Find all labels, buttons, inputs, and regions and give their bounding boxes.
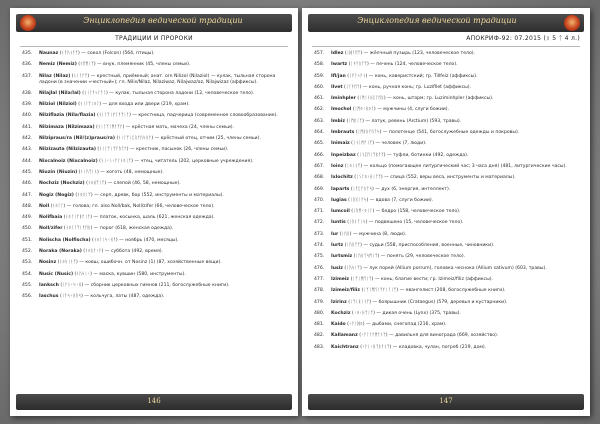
entry-definition: (ᛁᛗᛁᚾᚺᛈᛚᛖᚱ) — конь, шторм; гр. Luziminhpler (аффиксы). (355, 96, 494, 102)
dictionary-entry (314, 288, 578, 294)
entry-headword: Ianksch (39, 282, 59, 288)
entry-text (331, 243, 578, 249)
entry-headword: Kaido (331, 322, 346, 328)
entry-text (39, 136, 286, 142)
entry-definition: (ᛁᚢᛗᚲᛟᛁᛚ) — бедро (158, человеческое тело). (349, 209, 461, 215)
right-page (302, 8, 590, 416)
entry-definition: (ᛁᛚᚹᛖᛏ) — конь, ручная конь; гр. Luzifllet (аффиксы). (342, 84, 472, 90)
entry-number: 451. (22, 237, 33, 243)
entry-definition: (ᚾᚢᛋᛁᚲ) — маска, кувшин (580, инструменты). (73, 271, 186, 277)
entry-headword: Idlez (331, 51, 344, 56)
entry-headword: Nilzipraus/ra (Nil/(z)praus/ra) (39, 136, 115, 142)
entry-text (39, 193, 286, 199)
entry-text (39, 283, 286, 289)
dictionary-entry (22, 294, 286, 300)
divider (312, 46, 580, 47)
left-page (10, 8, 298, 416)
dictionary-entry (314, 164, 578, 170)
entry-number: 483. (314, 344, 325, 350)
entry-headword: Iaparts (331, 186, 350, 192)
entry-definition: (ᛁᚨᛋᚲᚺᚢᛋ) — кольчуга, латы (487, одежда). (58, 294, 165, 300)
dictionary-entry (22, 215, 286, 221)
dictionary-entry (314, 300, 578, 306)
emblem-icon (20, 15, 36, 31)
entry-headword: Nilziol (Nilziol) (39, 102, 77, 108)
entry-number: 455. (22, 282, 33, 288)
entry-definition: (ᚾᛖᛗᛁᛉ) — внук, племянник (45, члены семьи). (76, 62, 191, 68)
entry-definition: (ᛁᚹᚨᚱᛏᛉ) — печень (124, человеческое тело). (347, 62, 458, 68)
entry-number: 471. (314, 209, 325, 215)
running-title: Энциклопедия ведической традиции (83, 16, 243, 25)
entry-number: 482. (314, 333, 325, 339)
entry-definition: (ᚾᛟᛚᛁᛋᚲᚺᚨ) — ноябрь (470, месяцы). (90, 237, 179, 243)
entry-headword: Noll/zifer (39, 226, 63, 232)
entry-text (39, 181, 286, 187)
entry-definition: (ᚾᛁᛚᚨᛉ) — крестный, приёмный; анат. orn Nilizol (Nilaziol) — кулак, тыльная сторона ладони (в значении «честный»); гл. Nilis/Nilaz, Nilaziwaz, Nilajwaz/az, Nilajwizaz (аффиксы). (39, 73, 276, 85)
entry-definition: (ᚾᛁᛚᛉᛁᛟᛚ) — для входа или двери (219, храм). (76, 102, 190, 108)
entry-headword: Iurtz (331, 243, 344, 249)
entry-headword: Kochziz (331, 310, 351, 316)
entry-definition: (ᛁᚨᚾᚲᛋᚲᚺ) — сборник церковных гимнов (211, богослужебные книги). (58, 282, 230, 288)
entry-headword: Nilaz (Nilaz) (39, 73, 71, 79)
dictionary-entry (22, 136, 286, 142)
entry-number: 445. (22, 169, 33, 175)
entry-number: 438. (22, 90, 33, 96)
entry-number: 439. (22, 102, 33, 108)
entry-headword: Ioinz (331, 163, 344, 169)
entry-headword: Nemiz (Nemiz) (39, 62, 77, 68)
entry-text (39, 294, 286, 300)
entry-number: 456. (22, 294, 33, 300)
entry-headword: Kallamanz (331, 333, 358, 339)
entry-definition: (ᚾᛟᛚᛚᛉᛁᚠᛖᚱ) — порог (618, женская одежда). (62, 226, 174, 232)
entry-headword: Iusiz (331, 265, 343, 271)
entry-definition: (ᛁᛉᛁᛗᛖᛁᛉᚠᛁᛚᛁᛉ) — евангелист (208, богослужебные книги). (360, 288, 506, 294)
entry-number: 458. (314, 62, 325, 68)
entry-definition: (ᛁᚾᛈᛖᛁᛉᛒᚨᛉ) — туфли, ботинки (492, одежда). (355, 152, 469, 158)
entry-text (39, 260, 286, 266)
entry-headword: Iaschus (39, 294, 59, 300)
dictionary-entry (314, 51, 578, 57)
entry-text (331, 107, 578, 113)
entry-headword: Imochol (331, 107, 352, 113)
entry-headword: Nosinz (39, 260, 57, 266)
page-footer (16, 394, 292, 410)
entry-number: 469. (314, 186, 325, 192)
entry-definition: (ᚲᚨᛁᛞᛟ) — дыбами, снегопад (216, храм). (345, 322, 447, 328)
dictionary-entry (314, 62, 578, 68)
dictionary-entry (314, 130, 578, 136)
entry-text (39, 272, 286, 278)
entry-text (331, 74, 578, 80)
entry-number: 444. (22, 158, 33, 164)
entry-text (331, 164, 578, 170)
entry-definition: (ᚾᛁᛚᛉᛁᚠᛚᚨᛉᛁᚨ) — крестница, падчерица (современное словообразование). (95, 113, 278, 119)
entry-definition: (ᛁᛗᛟᚲᚺᛟᛚ) — мужчины (4, слуги божии). (351, 107, 450, 113)
entry-definition: (ᛁᚢᛋᛁᛉ) — лук порей (Allium porrum), головка чеснока (Allium sativum) (603, травы). (342, 265, 547, 271)
entry-headword: Ilvet (331, 84, 343, 90)
entry-definition: (ᛁᛟᛁᚾᛉ) — кольцо (помогающее литургический час; 3 часа дня) (481, литургические часы). (343, 163, 567, 169)
entry-number: 475. (314, 254, 325, 260)
dictionary-entry (314, 243, 578, 249)
entry-headword: Nogiz (Nogiz) (39, 192, 74, 198)
entry-text (39, 102, 286, 108)
entry-definition: (ᛁᛉᛁᚱᛁᚾᛉ) — боярышник (Crataegus) (579, деревья и кустарники). (346, 299, 508, 305)
dictionary-entry (314, 277, 578, 283)
entry-number: 454. (22, 271, 33, 277)
entry-definition: (ᚾᛁᚲᛊᚲᚨᛚᚾᛟᛁᛉ) — чтец, читатель (202, церковные учреждения). (97, 158, 254, 164)
dictionary-entry (314, 232, 578, 238)
entry-headword: Inimaiz (331, 141, 350, 147)
entry-definition: (ᛁᚨᛈᚨᚱᛏᛋ) — дух (6, энергия, интеллект). (349, 186, 451, 192)
entry-text (331, 322, 578, 328)
dictionary-entry (22, 238, 286, 244)
entry-text (331, 62, 578, 68)
entry-text (331, 175, 578, 181)
entry-text (331, 209, 578, 215)
entry-headword: Iugias (331, 197, 347, 203)
entry-definition: (ᛁᛗᛒᛁᛉ) — латук, ревень (Arctium) (593, травы). (345, 118, 462, 124)
entry-definition: (ᛁᚢᚷᛁᚨᛋ) — вдова (7, слуги божии). (346, 197, 434, 203)
entry-headword: Izimeiz/filiz (331, 288, 361, 294)
divider (20, 46, 288, 47)
dictionary-entry (314, 333, 578, 339)
entry-definition: (ᛁᛉᛁᛗᛖᛁᛉ) — конь, благие вести; гр. Izimeiz/filiz (аффиксы). (349, 276, 493, 282)
dictionary-entry (22, 102, 286, 108)
entry-number: 481. (314, 322, 325, 328)
dictionary-entry (22, 204, 286, 210)
dictionary-entry (314, 187, 578, 193)
entry-text (331, 51, 578, 57)
entry-number: 442. (22, 136, 33, 142)
entry-number: 474. (314, 243, 325, 249)
entry-number: 480. (314, 310, 325, 316)
entry-number: 477. (314, 276, 325, 282)
running-title: Энциклопедия ведической традиции (357, 16, 517, 25)
entry-headword: Nilziflazia (Nila/flazia) (39, 113, 96, 119)
entry-definition: (ᛁᚢᚱ) — мужчина (8, люди). (338, 231, 407, 237)
entry-definition: (ᚾᛟᛚᛁᚠᛒᚨᛁᚨ) — платок, косынка, шаль (621, женская одежда). (62, 215, 215, 221)
entry-text (39, 226, 286, 232)
entry-number: 447. (22, 192, 33, 198)
dictionary-entry (314, 107, 578, 113)
entry-headword: Inpeizbaz (331, 152, 356, 158)
dictionary-entry (314, 198, 578, 204)
dictionary-entry (22, 249, 286, 255)
entry-definition: (ᛁᛞᛚᛖᛉ) — жёлчный пузырь (123, человеческое тело). (343, 51, 476, 56)
dictionary-entry (22, 147, 286, 153)
entry-text (39, 147, 286, 153)
dictionary-entry (314, 153, 578, 159)
entry-text (331, 141, 578, 147)
dictionary-entry (22, 260, 286, 266)
entry-list (314, 51, 578, 356)
entry-definition: (ᚾᛟᚷᛁᛉ) — серп, древк, бор (552, инструменты и материалы). (73, 192, 224, 198)
dictionary-entry (22, 74, 286, 86)
entry-definition: (ᛁᚢᚱᛏᛋᛗᛁᛉ) — понять (29, человеческое тело). (352, 254, 466, 260)
section-title: АПОКРИФ-92: 07.2015 (ᛟ 5 ᛏ 4 л.) (466, 35, 580, 42)
entry-number: 470. (314, 197, 325, 203)
entry-text (331, 254, 578, 260)
entry-number: 478. (314, 288, 325, 294)
dictionary-entry (314, 322, 578, 328)
entry-headword: Kaichtranz (331, 344, 359, 350)
entry-definition: (ᚲᛟᚲᚺᛉᛁᛉ) — дикая очень (Lynx) (375, травы). (350, 310, 461, 316)
dictionary-entry (22, 283, 286, 289)
entry-headword: Iumcoil (331, 209, 350, 215)
entry-text (331, 85, 578, 91)
entry-number: 460. (314, 84, 325, 90)
entry-number: 453. (22, 260, 33, 266)
entry-text (39, 170, 286, 176)
entry-text (39, 249, 286, 255)
entry-definition: (ᚾᛟᚺᛉᛁᛉ) — слепой (46, 58, немощные). (84, 181, 181, 187)
entry-text (331, 311, 578, 317)
entry-number: 435. (22, 51, 33, 56)
entry-number: 457. (314, 51, 325, 56)
entry-headword: Iwartz (331, 62, 348, 68)
entry-number: 436. (22, 62, 33, 68)
dictionary-entry (314, 74, 578, 80)
entry-definition: (ᛁᚢᚾᛏᛁᛋ) — подвешено (15, человеческое тело). (345, 220, 464, 226)
dictionary-entry (314, 119, 578, 125)
entry-number: 437. (22, 73, 33, 79)
entry-headword: Niuzin (Niuzin) (39, 169, 78, 175)
entry-headword: Noll (39, 203, 50, 209)
dictionary-entry (314, 96, 578, 102)
entry-number: 449. (22, 215, 33, 221)
entry-text (331, 198, 578, 204)
entry-headword: Nolischa (Nolfischa) (39, 237, 91, 243)
entry-text (331, 300, 578, 306)
entry-text (331, 333, 578, 339)
entry-text (331, 266, 578, 272)
entry-number: 448. (22, 203, 33, 209)
entry-text (331, 96, 578, 102)
dictionary-entry (22, 125, 286, 131)
entry-definition: (ᛁᚢᚱᛏᛉ) — судьи (558, приспособления, военные, чиновники). (343, 243, 495, 249)
entry-headword: Iurtsmiz (331, 254, 353, 260)
entry-number: 476. (314, 265, 325, 271)
entry-text (39, 204, 286, 210)
entry-number: 465. (314, 141, 325, 147)
entry-definition: (ᚾᛁᛚᚨᛃᛚᚨᛚ) — кулак, тыльная сторона ладони (12, человеческое тело). (80, 90, 255, 96)
entry-headword: Nilzimaza (Nilzimaza) (39, 124, 95, 130)
entry-number: 472. (314, 220, 325, 226)
entry-number: 441. (22, 124, 33, 130)
entry-text (331, 277, 578, 283)
entry-number: 459. (314, 73, 325, 79)
entry-definition: (ᚾᛟᚱᚨᚲᚨ) — суббота (492, время). (81, 249, 164, 255)
entry-headword: Iuntis (331, 220, 346, 226)
entry-list (22, 51, 286, 306)
section-title: ТРАДИЦИИ И ПРОРОКИ (115, 35, 193, 42)
dictionary-entry (22, 62, 286, 68)
dictionary-entry (314, 141, 578, 147)
dictionary-entry (22, 51, 286, 57)
entry-text (331, 153, 578, 159)
entry-definition: (ᚾᛁᛚᛉᛁᛈᚱᚨᚢᛋᚱᚨ) — крёстный отец, отчим (25, члены семьи). (115, 136, 261, 142)
dictionary-entry (314, 254, 578, 260)
entry-text (39, 91, 286, 97)
dictionary-entry (22, 159, 286, 165)
page-footer (308, 394, 584, 410)
dictionary-entry (314, 345, 578, 351)
entry-number: 464. (314, 130, 325, 136)
entry-number: 463. (314, 118, 325, 124)
entry-text (39, 238, 286, 244)
entry-text (331, 220, 578, 226)
entry-number: 467. (314, 163, 325, 169)
dictionary-entry (22, 170, 286, 176)
page-number: 147 (439, 397, 453, 405)
entry-number: 468. (314, 175, 325, 181)
entry-headword: Naunaz (39, 51, 59, 56)
entry-text (39, 62, 286, 68)
entry-number: 466. (314, 152, 325, 158)
entry-number: 473. (314, 231, 325, 237)
entry-definition: (ᛁᚠᛚᛃᚨᚾ) — конь, каверистский; гр. Tillfeiz (аффиксы). (345, 73, 478, 79)
entry-headword: Noraka (Noraka) (39, 249, 82, 255)
entry-definition: (ᚾᚨᚢᚾᚨᛉ) — сокол (Folcon) (564, птицы). (58, 51, 155, 56)
entry-text (39, 74, 286, 86)
dictionary-entry (314, 209, 578, 215)
entry-text (39, 125, 286, 131)
dictionary-entry (314, 85, 578, 91)
entry-number: 440. (22, 113, 33, 119)
entry-headword: Iur (331, 231, 339, 237)
entry-text (39, 159, 286, 165)
entry-definition: (ᚲᚨᛚᛚᚨᛗᚨᚾᛉ) — давильня для винограда (669, хозяйство). (357, 333, 499, 339)
dictionary-entry (22, 113, 286, 119)
entry-number: 462. (314, 107, 325, 113)
entry-definition: (ᚾᛟᛋᛁᚾᛉ) — ковш, ошибочн. от Nosinz (1) (87, хозяйственные вещи). (56, 260, 222, 266)
dictionary-entry (22, 91, 286, 97)
entry-number: 452. (22, 249, 33, 255)
entry-headword: Imbrauts (331, 130, 355, 136)
emblem-icon (564, 15, 580, 31)
entry-definition: (ᚾᛟᛚᛚ) — голова; гл. also Noll/bak, Noll/zifer (66, человеческое тело). (49, 203, 215, 209)
dictionary-entry (22, 272, 286, 278)
dictionary-entry (314, 175, 578, 181)
dictionary-entry (22, 181, 286, 187)
dictionary-entry (314, 266, 578, 272)
entry-headword: Izimeiz (331, 276, 350, 282)
entry-number: 450. (22, 226, 33, 232)
dictionary-entry (314, 311, 578, 317)
entry-text (39, 113, 286, 119)
entry-headword: Nilajlal (Nila/lal) (39, 90, 81, 96)
dictionary-entry (22, 193, 286, 199)
entry-definition: (ᛁᛊᛚᛟᚲᚺᛁᛏᛉ) — спица (552, веры веса, инструменты и материалы). (352, 175, 516, 181)
dictionary-entry (22, 226, 286, 232)
entry-definition: (ᛁᚾᛁᛗᚨᛁᛉ) — человек (7, люди). (349, 141, 427, 147)
entry-number: 461. (314, 96, 325, 102)
entry-headword: Nixcalnoiz (Nixcalnoiz) (39, 158, 98, 164)
entry-headword: Ixlochitz (331, 175, 353, 181)
dictionary-entry (314, 220, 578, 226)
entry-headword: Nusic (Nusic) (39, 271, 74, 277)
entry-text (39, 51, 286, 57)
page-number: 146 (147, 397, 161, 405)
entry-definition: (ᚲᚨᛁᚲᚺᛏᚱᚨᚾᛉ) — кладовка, чулан, погреб (219, дом). (358, 344, 487, 350)
entry-headword: Iminhpler (331, 96, 356, 102)
entry-text (331, 345, 578, 351)
entry-headword: Nochziz (Nochziz) (39, 181, 85, 187)
entry-text (331, 288, 578, 294)
entry-definition: (ᛁᛗᛒᚱᚨᚢᛏᛋ) — полотенце (541, богослужебные одежды и покровы). (354, 130, 520, 136)
page-header (308, 14, 584, 32)
entry-headword: Ifl/jan (331, 73, 346, 79)
entry-text (331, 232, 578, 238)
entry-text (331, 119, 578, 125)
entry-number: 443. (22, 147, 33, 153)
entry-headword: Nilzizauta (Nilzizauta) (39, 147, 96, 153)
entry-number: 446. (22, 181, 33, 187)
entry-headword: Izirinz (331, 299, 347, 305)
entry-definition: (ᚾᛁᚢᛉᛁᚾ) — коготь (48, немощные). (77, 169, 164, 175)
entry-headword: Imbiz (331, 118, 346, 124)
entry-headword: Nolifbaia (39, 215, 63, 221)
page-header (16, 14, 292, 32)
entry-text (331, 187, 578, 193)
entry-definition: (ᚾᛁᛚᛉᛁᛗᚨᛉᚨ) — крёстная мать, мачеха (24, члены семьи). (94, 124, 235, 130)
entry-number: 479. (314, 299, 325, 305)
entry-text (39, 215, 286, 221)
entry-text (331, 130, 578, 136)
entry-definition: (ᚾᛁᛚᛉᛁᛉᚨᚢᛏᚨ) — крестник, пасынок (26, члены семьи). (95, 147, 229, 153)
